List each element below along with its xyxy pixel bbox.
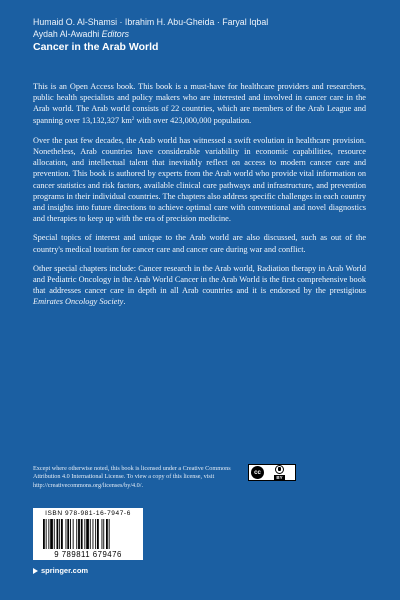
book-title: Cancer in the Arab World xyxy=(33,41,159,53)
by-label: BY xyxy=(276,475,283,480)
paragraph-2: Over the past few decades, the Arab world has witnessed a swift evolution in healthcare provision. Nonetheless, Arab countries have considerable variability in economic capabilities, resource allocation, and intellectual talent that inevitably reflect on access to modern cancer care and prevention. This book is authored by experts from the Arab world who provide vital information on cancer statistics and risk factors, available clinical care pathways and infrastructure, and prevention programs in their individual countries. The chapters also address specific challenges in each country and insights into future directions to achieve optimal care with conventional and novel diagnostics and therapies to keep up with the era of precision medicine. xyxy=(33,135,366,224)
paragraph-3: Special topics of interest and unique to the Arab world are also discussed, such as out of the country's medical tourism for cancer care and cancer care during war and conflict. xyxy=(33,233,366,254)
paragraph-4-text: Other special chapters include: Cancer research in the Arab world, Radiation therapy in Arab World and Pediatric Oncology in the Arab World Cancer in the Arab World is the first comprehensive book that addresses cancer care in depth in all Arab countries and it is endorsed by the prestigious xyxy=(33,263,366,296)
paragraph-1-end: with over 423,000,000 population. xyxy=(134,115,252,125)
paragraph-4-end: . xyxy=(123,297,126,307)
barcode-stripe xyxy=(46,519,47,549)
paragraph-1-text: This is an Open Access book. This book is a must-have for healthcare providers and researchers, public health specialists and policy makers who are interested and involved in cancer care in the Arab world. The Arab world consists of 22 countries, which are members of the Arab League and spanning over 13,132,327 km xyxy=(33,82,366,125)
description xyxy=(33,81,366,316)
barcode-stripe xyxy=(67,519,69,549)
cc-icon: cc xyxy=(251,466,264,479)
barcode-stripe xyxy=(78,519,80,549)
barcode-stripe xyxy=(102,519,103,549)
person-icon xyxy=(275,465,284,474)
authors-line-2-names: Aydah Al-Awadhi xyxy=(33,29,100,39)
barcode-stripe xyxy=(81,519,83,549)
cc-by-badge xyxy=(248,464,296,481)
license-notice: Except where otherwise noted, this book is licensed under a Creative Commons Attribution 4.0 International License. To view a copy of this license, visit http://creativecommons.org/licenses/by/4.0/. xyxy=(33,465,231,489)
barcode-stripe xyxy=(54,519,55,549)
barcode-bars xyxy=(43,519,135,549)
barcode-stripe xyxy=(57,519,59,549)
barcode-stripe xyxy=(70,519,71,549)
barcode-box xyxy=(33,508,143,560)
header xyxy=(33,16,373,53)
barcode-stripe xyxy=(103,519,104,549)
barcode-stripe xyxy=(106,519,108,549)
by-section xyxy=(264,465,295,480)
barcode-stripe xyxy=(84,519,85,549)
authors-line-1: Humaid O. Al-Shamsi · Ibrahim H. Abu-Gheida · Faryal Iqbal xyxy=(33,17,269,27)
paragraph-4 xyxy=(33,263,366,308)
barcode-stripe xyxy=(61,519,63,549)
barcode-stripe xyxy=(76,519,77,549)
barcode-stripe xyxy=(59,519,60,549)
society-name: Emirates Oncology Society xyxy=(33,297,124,307)
paragraph-1 xyxy=(33,81,366,126)
isbn: ISBN 978-981-16-7947-6 xyxy=(45,510,131,517)
authors-line-2 xyxy=(33,28,373,40)
publisher-url[interactable]: springer.com xyxy=(41,566,89,575)
barcode-stripe xyxy=(50,519,53,549)
barcode-stripe xyxy=(48,519,49,549)
publisher xyxy=(33,566,88,575)
barcode-stripe xyxy=(90,519,91,549)
barcode-stripe xyxy=(95,519,96,549)
barcode-stripe xyxy=(93,519,94,549)
arrow-icon xyxy=(33,568,38,574)
barcode-stripe xyxy=(86,519,89,549)
editor-names xyxy=(33,16,373,40)
barcode-stripe xyxy=(109,519,110,549)
barcode-stripe xyxy=(43,519,45,549)
superscript-2: 2 xyxy=(131,116,135,122)
editors-label: Editors xyxy=(101,29,130,39)
barcode-digits: 9 789811 679476 xyxy=(54,550,122,559)
barcode-stripe xyxy=(73,519,74,549)
barcode-stripe xyxy=(66,519,67,549)
barcode-stripe xyxy=(97,519,99,549)
barcode-graphic xyxy=(43,519,135,549)
